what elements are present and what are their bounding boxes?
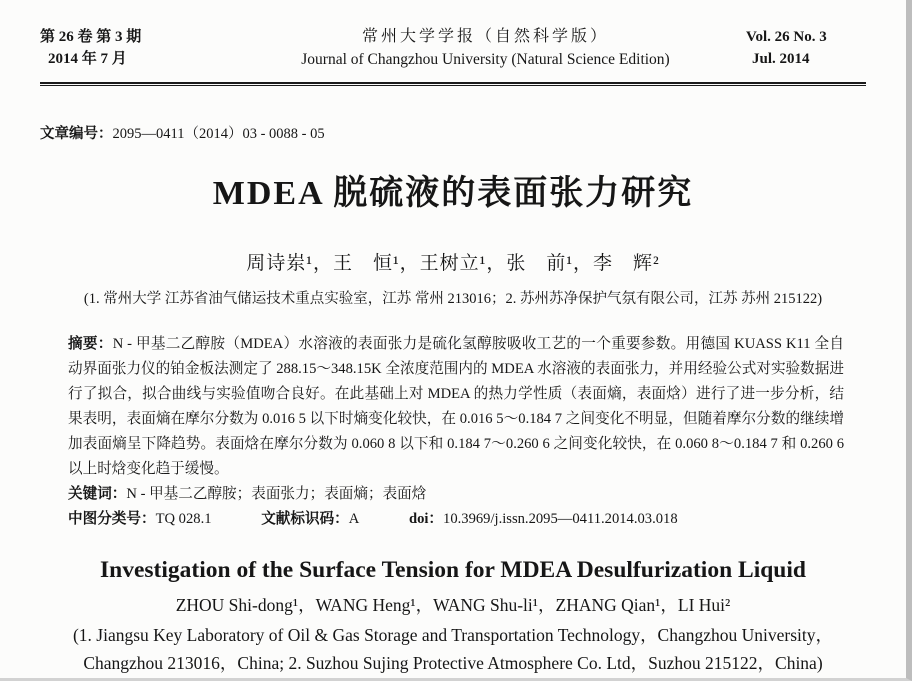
issue-date-en: Jul. 2014 bbox=[752, 51, 810, 67]
doc-code-value: A bbox=[348, 511, 360, 527]
issue-volume-en: Vol. 26 No. 3 bbox=[746, 29, 827, 45]
journal-issue-cn bbox=[40, 26, 225, 70]
doi-segment bbox=[409, 511, 678, 527]
abstract-paragraph bbox=[68, 332, 844, 482]
header-divider bbox=[40, 82, 866, 86]
doi-value: 10.3969/j.issn.2095—0411.2014.03.018 bbox=[443, 511, 678, 527]
doc-code-segment bbox=[261, 511, 359, 527]
issue-date-cn: 2014 年 7 月 bbox=[48, 51, 127, 67]
journal-name-en: Journal of Changzhou University (Natural Science Edition) bbox=[301, 51, 670, 68]
keywords-text: N - 甲基二乙醇胺；表面张力；表面熵；表面焓 bbox=[126, 486, 427, 502]
clc-segment bbox=[68, 511, 212, 527]
article-number-line bbox=[40, 122, 866, 143]
affiliation-cn: (1. 常州大学 江苏省油气储运技术重点实验室，江苏 常州 213016；2. 苏州苏净保护气氛有限公司，江苏 苏州 215122) bbox=[83, 291, 823, 307]
abstract-block bbox=[68, 332, 844, 482]
doi-label: doi： bbox=[408, 511, 444, 527]
clc-value: TQ 028.1 bbox=[155, 511, 212, 527]
journal-name bbox=[225, 26, 746, 71]
journal-issue-en bbox=[746, 26, 866, 70]
abstract-text: N - 甲基二乙醇胺（MDEA）水溶液的表面张力是硫化氢醇胺吸收工艺的一个重要参数。用德国 KUASS K11 全自动界面张力仪的铂金板法测定了 288.15～348.15K 全浓度范围内的 MDEA 水溶液的表面张力，并用经验公式对实验数据进行了拟合，拟合曲线与实验值吻合良好。在此基础上对 MDEA 的热力学性质（表面熵，表面焓）进行了进一步分析，结果表明，表面熵在摩尔分数为 0.016 5 以下时熵变化较快，在 0.016 5～0.184 7 之间变化不明显，但随着摩尔分数的继续增加表面熵呈下降趋势。表面焓在摩尔分数为 0.060 8 以下和 0.184 7～0.260 6 之间变化较快，在 0.060 8～0.184 7 和 0.260 6 以上时焓变化趋于缓慢。 bbox=[68, 336, 844, 477]
affiliation-en: (1. Jiangsu Key Laboratory of Oil & Gas Storage and Transportation Technology，Changzhou University，Changzhou 213016，China; 2. Suzhou Sujing Protective Atmosphere Co. Ltd，Suzhou 215122，China) bbox=[72, 625, 834, 673]
journal-header bbox=[40, 26, 866, 71]
keywords-label: 关键词： bbox=[68, 486, 127, 502]
clc-label: 中图分类号： bbox=[68, 511, 156, 527]
authors-en: ZHOU Shi-dong¹，WANG Heng¹，WANG Shu-li¹，ZHANG Qian¹，LI Hui² bbox=[175, 595, 731, 615]
article-number-label: 文章编号： bbox=[40, 126, 113, 142]
journal-name-cn: 常州大学学报（自然科学版） bbox=[361, 28, 609, 45]
classification-line bbox=[68, 507, 844, 531]
paper-title-en: Investigation of the Surface Tension for MDEA Desulfurization Liquid bbox=[100, 557, 806, 583]
paper-title-cn: MDEA 脱硫液的表面张力研究 bbox=[212, 175, 694, 212]
keywords-line bbox=[68, 482, 844, 507]
issue-volume-cn: 第 26 卷 第 3 期 bbox=[40, 29, 142, 45]
doc-code-label: 文献标识码： bbox=[261, 511, 349, 527]
article-number-value: 2095—0411（2014）03 - 0088 - 05 bbox=[112, 126, 325, 142]
abstract-label: 摘要： bbox=[68, 336, 113, 352]
authors-cn: 周诗岽¹，王 恒¹，王树立¹，张 前¹，李 辉² bbox=[246, 253, 660, 274]
